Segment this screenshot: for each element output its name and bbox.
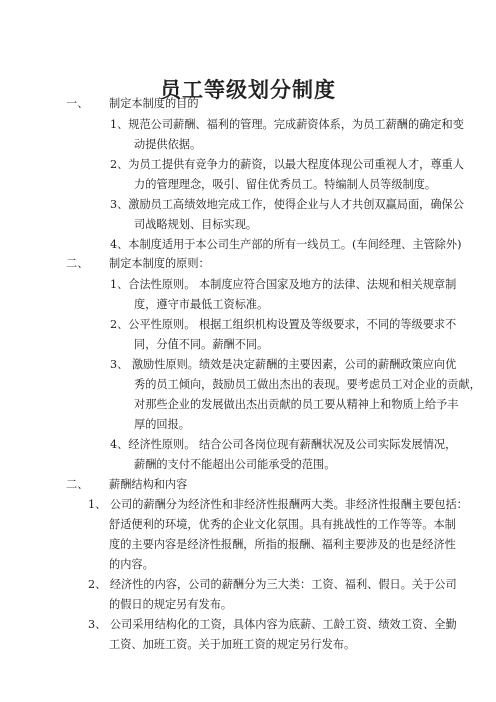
s2-item-3-line-3: 对那些企业的发展做出杰出贡献的员工要从精神上和物质上给予丰 bbox=[134, 398, 459, 411]
s3-item-2-line-1: 2、 经济性的内容，公司的薪酬分为三大类：工资、福利、假日。关于公司 bbox=[88, 578, 457, 591]
s2-item-4-line-2: 薪酬的支付不能超出公司能承受的范围。 bbox=[134, 458, 336, 471]
s3-item-1-line-1: 1、 公司的薪酬分为经济性和非经济性报酬两大类。非经济性报酬主要包括： bbox=[88, 498, 468, 511]
section-1-heading: 制定本制度的目的 bbox=[109, 97, 199, 110]
s2-item-4-line-1: 4、经济性原则。 结合公司各岗位现有薪酬状况及公司实际发展情况， bbox=[110, 438, 457, 451]
s2-item-2-line-1: 2、公平性原则。 根据工组织机构设置及等级要求，不同的等级要求不 bbox=[110, 318, 457, 331]
s3-item-2-line-2: 的假日的规定另有发布。 bbox=[109, 598, 233, 611]
s3-item-3-line-2: 工资、加班工资。关于加班工资的规定另行发布。 bbox=[109, 638, 356, 651]
s1-item-1-line-2: 动提供依据。 bbox=[134, 138, 202, 151]
section-1-number: 一、 bbox=[66, 97, 89, 110]
s1-item-2-line-1: 2、为员工提供有竞争力的薪资，以最大程度体现公司重视人才，尊重人 bbox=[110, 158, 464, 171]
s3-item-1-line-4: 的内容。 bbox=[109, 558, 154, 571]
s1-item-4-line-1: 4、本制度适用于本公司生产部的所有一线员工。(车间经理、主管除外) bbox=[110, 238, 462, 251]
s1-item-1-line-1: 1、规范公司薪酬、福利的管理。完成薪资体系，为员工薪酬的确定和变 bbox=[110, 118, 464, 131]
section-2-number: 二、 bbox=[66, 257, 89, 270]
s2-item-1-line-1: 1、合法性原则。 本制度应符合国家及地方的法律、法规和相关规章制 bbox=[110, 278, 457, 291]
section-2-heading: 制定本制度的原则： bbox=[109, 257, 210, 270]
s2-item-1-line-2: 度，遵守市最低工资标准。 bbox=[134, 298, 269, 311]
s2-item-3-line-2: 秀的员工倾向，鼓励员工做出杰出的表现。要考虑员工对企业的贡献， bbox=[134, 378, 481, 391]
s3-item-1-line-2: 舒适便利的环境，优秀的企业文化氛围。具有挑战性的工作等等。本制 bbox=[109, 518, 456, 531]
page-title: 员工等级划分制度 bbox=[160, 78, 336, 102]
section-3-heading: 薪酬结构和内容 bbox=[109, 478, 188, 491]
s1-item-2-line-2: 力的管理理念，吸引、留住优秀员工。特编制人员等级制度。 bbox=[134, 178, 437, 191]
s1-item-3-line-1: 3、激励员工高绩效地完成工作，使得企业与人才共创双赢局面，确保公 bbox=[110, 198, 464, 211]
s3-item-1-line-3: 度的主要内容是经济性报酬，所指的报酬、福利主要涉及的也是经济性 bbox=[109, 538, 456, 551]
s2-item-3-line-1: 3、 激励性原则。绩效是决定薪酬的主要因素，公司的薪酬政策应向优 bbox=[110, 358, 457, 371]
s2-item-3-line-4: 厚的回报。 bbox=[134, 418, 190, 431]
s3-item-3-line-1: 3、 公司采用结构化的工资，具体内容为底薪、工龄工资、绩效工资、全勤 bbox=[88, 618, 457, 631]
s1-item-3-line-2: 司战略规划、目标实现。 bbox=[134, 218, 258, 231]
s2-item-2-line-2: 同，分值不同。薪酬不同。 bbox=[134, 338, 269, 351]
section-3-number: 二、 bbox=[66, 478, 89, 491]
